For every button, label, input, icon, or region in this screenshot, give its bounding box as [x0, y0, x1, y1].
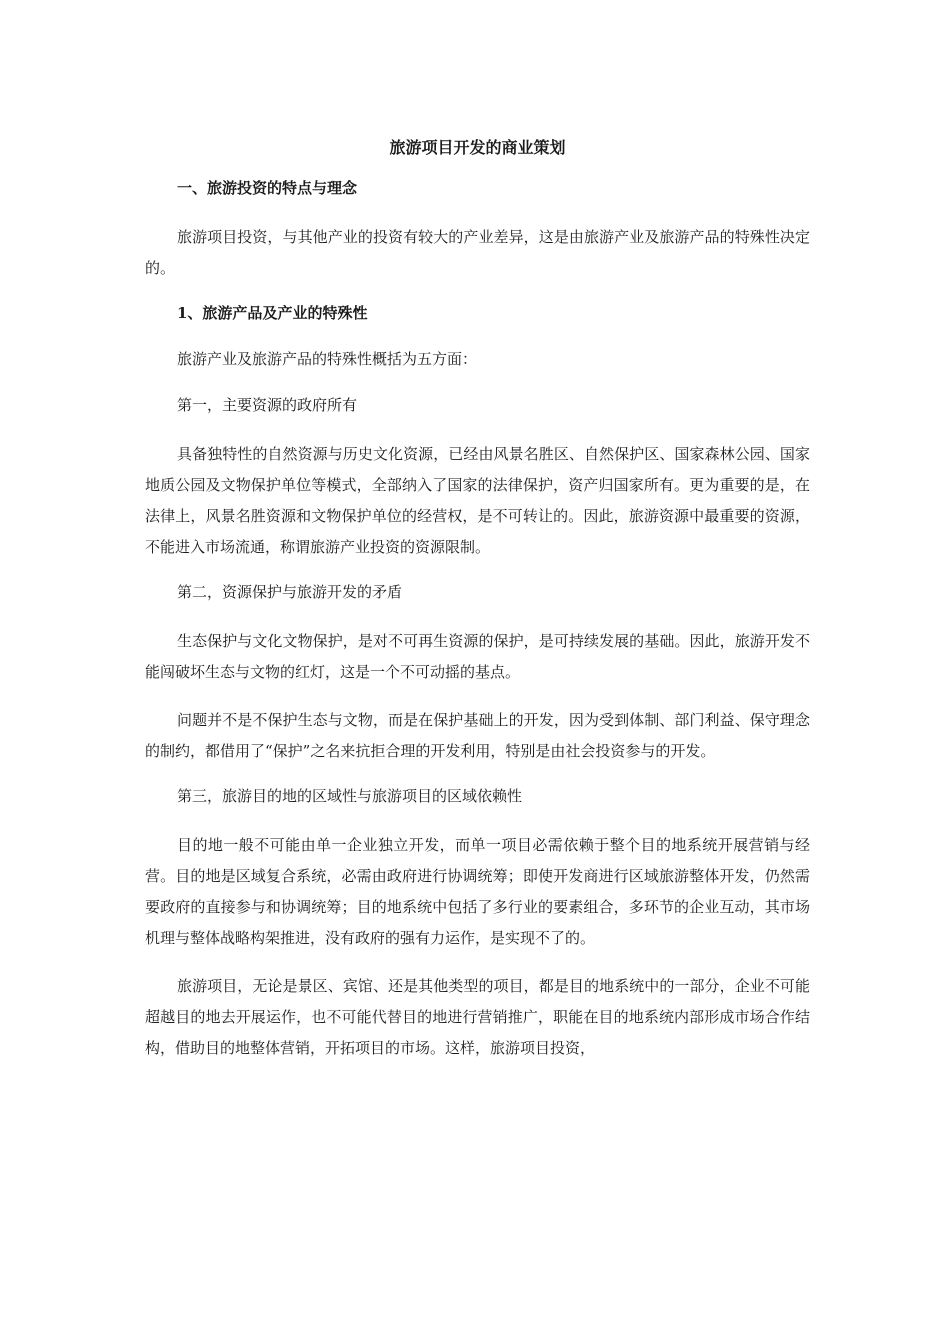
paragraph: 问题并不是不保护生态与文物，而是在保护基础上的开发，因为受到体制、部门利益、保守理念的制约，都借用了“保护”之名来抗拒合理的开发利用，特别是由社会投资参与的开发。	[145, 711, 810, 760]
paragraph: 生态保护与文化文物保护，是对不可再生资源的保护，是可持续发展的基础。因此，旅游开发不能闯破坏生态与文物的红灯，这是一个不可动摇的基点。	[145, 632, 810, 681]
section-heading: 一、旅游投资的特点与理念	[177, 179, 358, 197]
paragraph: 具备独特性的自然资源与历史文化资源，已经由风景名胜区、自然保护区、国家森林公园、国家地质公园及文物保护单位等模式，全部纳入了国家的法律保护，资产归国家所有。更为重要的是，在法律上，风景名胜资源和文物保护单位的经营权，是不可转让的。因此，旅游资源中最重要的资源，不能进入市场流通，称谓旅游产业投资的资源限制。	[145, 445, 810, 556]
paragraph: 旅游项目投资，与其他产业的投资有较大的产业差异，这是由旅游产业及旅游产品的特殊性决定的。	[145, 228, 810, 277]
paragraph: 旅游项目，无论是景区、宾馆、还是其他类型的项目，都是目的地系统中的一部分，企业不可能超越目的地去开展运作，也不可能代替目的地进行营销推广，职能在目的地系统内部形成市场合作结构，借助目的地整体营销，开拓项目的市场。这样，旅游项目投资，	[145, 977, 810, 1057]
document-body	[145, 176, 810, 1064]
point-heading: 第三，旅游目的地的区域性与旅游项目的区域依赖性	[177, 787, 523, 805]
document-page	[145, 136, 810, 1081]
paragraph: 旅游产业及旅游产品的特殊性概括为五方面：	[177, 350, 478, 368]
paragraph: 目的地一般不可能由单一企业独立开发，而单一项目必需依赖于整个目的地系统开展营销与经营。目的地是区域复合系统，必需由政府进行协调统筹；即使开发商进行区域旅游整体开发，仍然需要政府的直接参与和协调统筹；目的地系统中包括了多行业的要素组合，多环节的企业互动，其市场机理与整体战略构架推进，没有政府的强有力运作，是实现不了的。	[145, 836, 810, 947]
point-heading: 第一，主要资源的政府所有	[177, 396, 358, 414]
subsection-heading: 1、旅游产品及产业的特殊性	[177, 304, 368, 322]
document-title: 旅游项目开发的商业策划	[389, 138, 566, 157]
point-heading: 第二，资源保护与旅游开发的矛盾	[177, 583, 403, 601]
